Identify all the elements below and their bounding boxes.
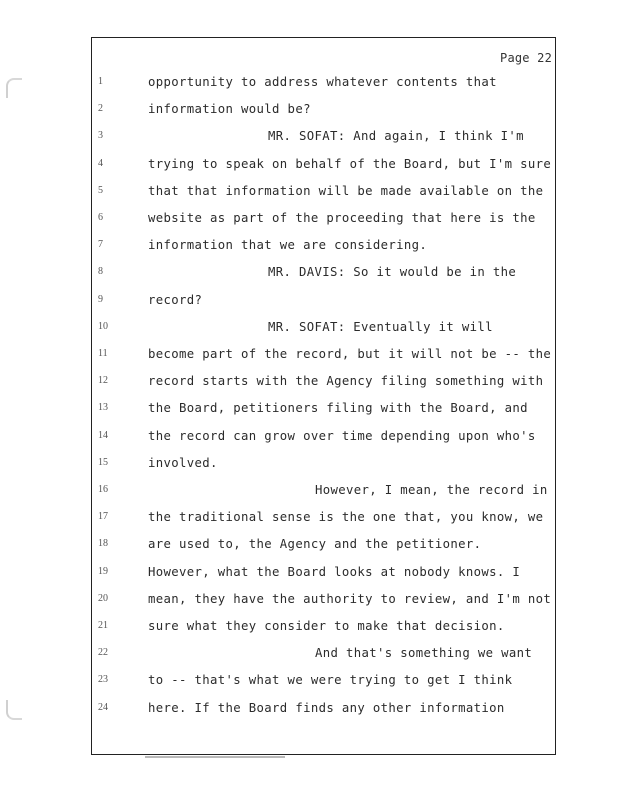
transcript-line: However, I mean, the record in — [315, 483, 548, 497]
line-number: 14 — [98, 429, 108, 441]
line-number: 23 — [98, 674, 108, 686]
transcript-line: mean, they have the authority to review, and I'm not — [148, 591, 552, 606]
line-number: 24 — [98, 701, 108, 713]
transcript-line: opportunity to address whatever contents that — [148, 75, 497, 89]
binding-mark-top — [6, 78, 22, 98]
transcript-line: MR. SOFAT: Eventually it will — [268, 319, 493, 334]
transcript-line: information would be? — [148, 102, 311, 117]
line-number: 19 — [98, 565, 108, 577]
page-bottom-rule — [91, 754, 556, 755]
line-number: 3 — [98, 130, 103, 142]
transcript-line: that that information will be made available on the — [148, 183, 544, 198]
transcript-line: to -- that's what we were trying to get I think — [148, 673, 513, 688]
line-number: 9 — [98, 293, 103, 305]
transcript-line: the record can grow over time depending upon who's — [148, 428, 536, 443]
transcript-line: website as part of the proceeding that here is the — [148, 211, 536, 225]
line-number: 16 — [98, 484, 108, 495]
line-number: 20 — [98, 592, 108, 604]
transcript-line: record starts with the Agency filing something with — [148, 374, 544, 389]
line-number: 15 — [98, 456, 108, 468]
transcript-line: sure what they consider to make that decision. — [148, 619, 505, 633]
transcript-line: become part of the record, but it will not be -- the — [148, 347, 552, 361]
line-number: 22 — [98, 647, 108, 659]
transcript-line: here. If the Board finds any other information — [148, 700, 505, 715]
line-number: 6 — [98, 212, 103, 223]
line-number: 8 — [98, 266, 103, 278]
transcript-line: information that we are considering. — [148, 238, 428, 253]
transcript-line: And that's something we want — [315, 646, 533, 661]
transcript-line: trying to speak on behalf of the Board, but I'm sure — [148, 156, 552, 171]
transcript-line: the Board, petitioners filing with the Board, and — [148, 401, 528, 416]
line-number: 4 — [98, 157, 103, 169]
line-number: 18 — [98, 538, 108, 550]
line-number: 12 — [98, 375, 108, 387]
line-number: 1 — [98, 76, 103, 87]
line-number: 2 — [98, 103, 103, 115]
transcript-line: the traditional sense is the one that, you know, we — [148, 510, 544, 525]
transcript-line: However, what the Board looks at nobody knows. I — [148, 564, 521, 579]
transcript-line: record? — [148, 292, 203, 307]
line-number: 21 — [98, 620, 108, 631]
transcript-line: MR. SOFAT: And again, I think I'm — [268, 129, 524, 144]
line-number: 5 — [98, 184, 103, 196]
line-number: 10 — [98, 320, 108, 332]
transcript-line: involved. — [148, 455, 218, 470]
page-number: Page 22 — [500, 51, 552, 65]
line-number: 17 — [98, 511, 108, 523]
line-number: 13 — [98, 402, 108, 414]
transcript-line: MR. DAVIS: So it would be in the — [268, 265, 517, 280]
footer-rule — [145, 756, 285, 758]
line-number: 7 — [98, 239, 103, 251]
transcript-line: are used to, the Agency and the petitioner. — [148, 537, 482, 552]
line-number: 11 — [98, 348, 108, 359]
binding-mark-bottom — [6, 700, 22, 720]
